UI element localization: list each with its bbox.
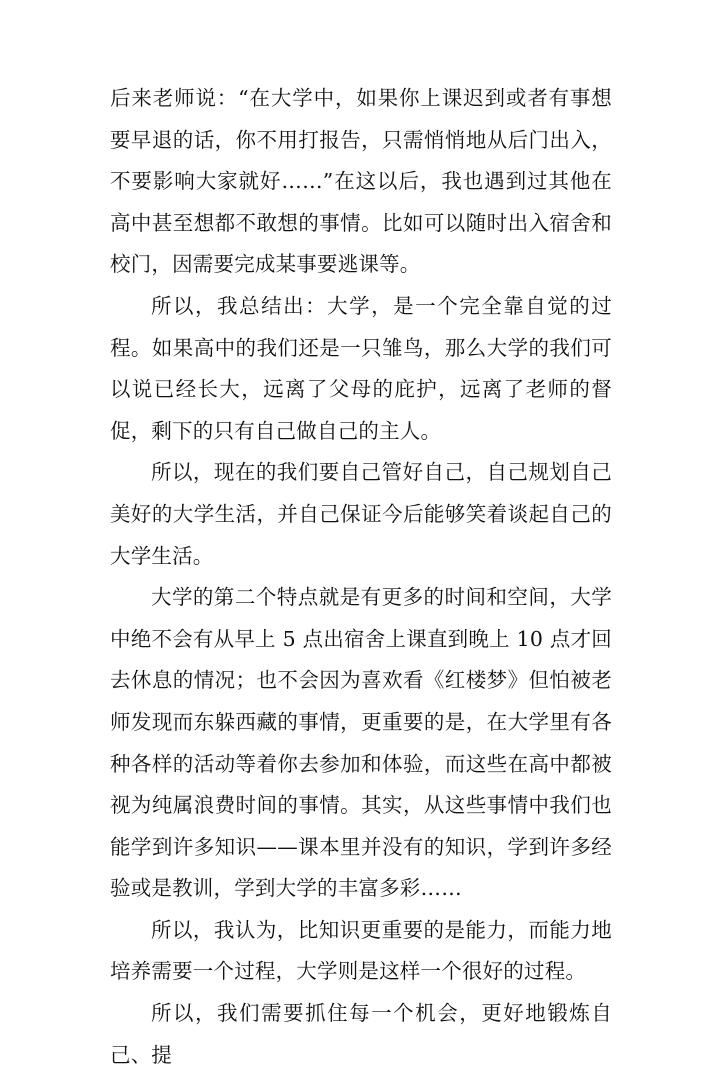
paragraph-3: 所以，现在的我们要自己管好自己，自己规划自己美好的大学生活，并自己保证今后能够笑着谈起自己的大学生活。 xyxy=(110,460,612,568)
document-body xyxy=(110,78,612,1076)
paragraph-1: 后来老师说：“在大学中，如果你上课迟到或者有事想要早退的话，你不用打报告，只需悄悄地从后门出入，不要影响大家就好……”在这以后，我也遇到过其他在高中甚至想都不敢想的事情。比如可以随时出入宿舍和校门，因需要完成某事要逃课等。 xyxy=(110,86,612,277)
paragraph-6: 所以，我们需要抓住每一个机会，更好地锻炼自己、提 xyxy=(110,1001,612,1067)
paragraph-4: 大学的第二个特点就是有更多的时间和空间，大学中绝不会有从早上 5 点出宿舍上课直到晚上 10 点才回去休息的情况；也不会因为喜欢看《红楼梦》但怕被老师发现而东躲西藏的事情，更重要的是，在大学里有各种各样的活动等着你去参加和体验，而这些在高中都被视为纯属浪费时间的事情。其实，从这些事情中我们也能学到许多知识——课本里并没有的知识，学到许多经验或是教训，学到大学的丰富多彩…… xyxy=(110,585,612,901)
paragraph-2: 所以，我总结出：大学，是一个完全靠自觉的过程。如果高中的我们还是一只雏鸟，那么大学的我们可以说已经长大，远离了父母的庇护，远离了老师的督促，剩下的只有自己做自己的主人。 xyxy=(110,293,612,443)
paragraph-5: 所以，我认为，比知识更重要的是能力，而能力地培养需要一个过程，大学则是这样一个很好的过程。 xyxy=(110,917,612,984)
